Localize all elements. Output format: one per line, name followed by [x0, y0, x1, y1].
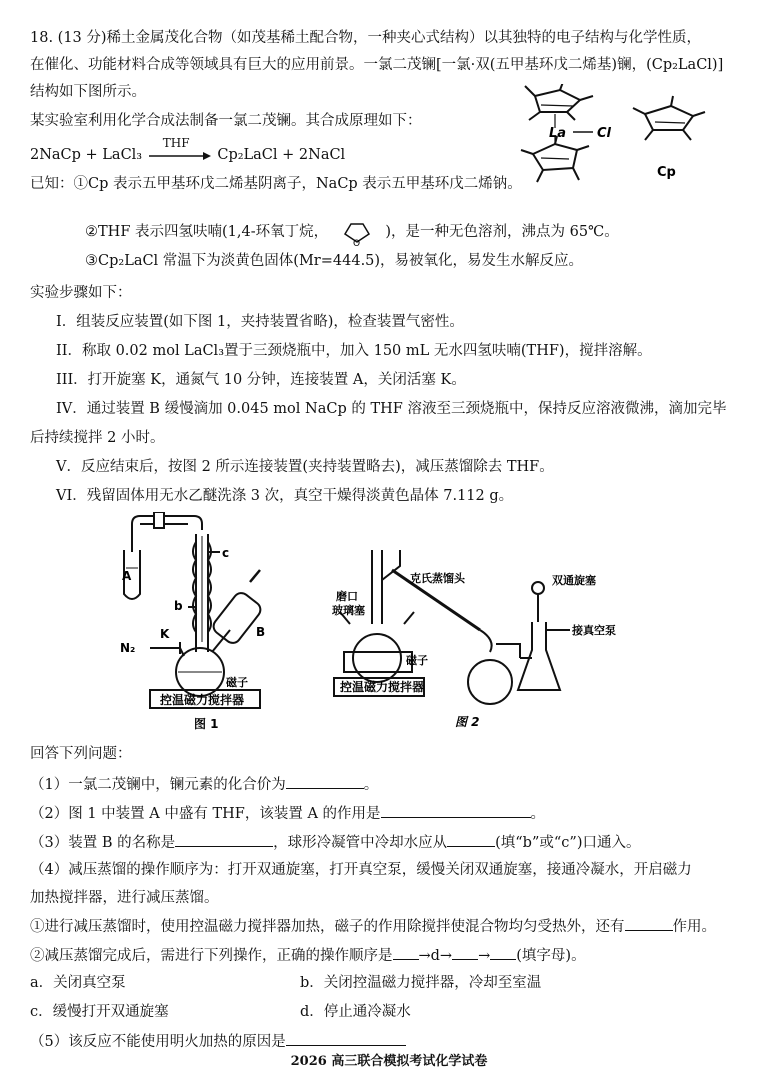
figure1-label-stirbar: 磁子: [226, 676, 248, 689]
step-5: V．反应结束后，按图 2 所示连接装置(夹持装置略去)，减压蒸馏除去 THF。: [56, 459, 554, 475]
answer-blank-3a[interactable]: [175, 831, 273, 847]
step-4a: IV．通过装置 B 缓慢滴加 0.045 mol NaCp 的 THF 溶液至三颈烧瓶中，保持反应溶液微沸，滴加完毕: [56, 401, 727, 417]
question-intro-line-2: 在催化、功能材料合成等领域具有巨大的应用前景。一氯二茂镧[一氯·双(五甲基环戊二烯基)镧，(Cp₂LaCl)]: [30, 57, 724, 73]
cp-label: Cp: [657, 165, 676, 180]
figure2-label-stopper-2: 玻璃塞: [332, 604, 365, 617]
svg-text:O: O: [352, 239, 360, 246]
page-footer: 2026 高三联合模拟考试化学试卷: [290, 1054, 488, 1069]
figure1-label-c: c: [222, 546, 230, 560]
figure1-stirrer-label: 控温磁力搅拌器: [160, 693, 245, 707]
question-2: （2）图 1 中装置 A 中盛有 THF，该装置 A 的作用是 。: [30, 802, 545, 824]
step-4b: 后持续搅拌 2 小时。: [30, 430, 165, 446]
question-3: （3）装置 B 的名称是 ，球形冷凝管中冷却水应从 (填“b”或“c”)口通入。: [30, 831, 640, 853]
answer-blank-4-2c[interactable]: [490, 944, 516, 960]
equation-right: Cp₂LaCl + 2NaCl: [217, 147, 346, 163]
option-b: b．关闭控温磁力搅拌器，冷却至室温: [300, 975, 542, 991]
question-4-2: ②减压蒸馏完成后，需进行下列操作，正确的操作顺序是 →d→ → (填字母)。: [30, 944, 586, 966]
figure1-caption: 图 1: [194, 717, 219, 730]
equation-left: 2NaCp + LaCl₃: [30, 147, 143, 163]
question-4a: （4）减压蒸馏的操作顺序为：打开双通旋塞，打开真空泵，缓慢关闭双通旋塞，接通冷凝水，开启磁力: [30, 862, 692, 878]
question-5: （5）该反应不能使用明火加热的原因是: [30, 1030, 406, 1052]
known-1: 已知：①Cp 表示五甲基环戊二烯基阴离子，NaCp 表示五甲基环戊二烯钠。: [30, 176, 522, 192]
question-intro-line-3: 结构如下图所示。: [30, 84, 146, 100]
figure1-label-K: K: [160, 627, 170, 641]
question-intro-line-1: 18. (13 分)稀土金属茂化合物（如茂基稀土配合物，一种夹心式结构）以其独特的电子结构与化学性质，: [30, 30, 702, 46]
reaction-condition: THF: [162, 136, 190, 150]
steps-title: 实验步骤如下：: [30, 285, 132, 301]
answer-blank-2[interactable]: [381, 802, 531, 818]
figure1-label-B: B: [256, 625, 266, 639]
option-a: a．关闭真空泵: [30, 975, 126, 991]
figure2-label-stirbar: 磁子: [406, 654, 428, 667]
answer-blank-1[interactable]: [286, 773, 364, 789]
answer-blank-4-2b[interactable]: [452, 944, 478, 960]
answer-blank-3b[interactable]: [447, 831, 495, 847]
figure2-label-valve: 双通旋塞: [552, 574, 596, 587]
equation: [30, 136, 346, 165]
figure1-label-N2: N₂: [120, 641, 136, 655]
figure-2: [320, 540, 640, 730]
synthesis-line: 某实验室利用化学合成法制备一氯二茂镧。其合成原理如下：: [30, 113, 422, 129]
step-2: II．称取 0.02 mol LaCl₃置于三颈烧瓶中，加入 150 mL 无水四氢呋喃(THF)，搅拌溶解。: [56, 343, 652, 359]
step-6: VI．残留固体用无水乙醚洗涤 3 次，真空干燥得淡黄色晶体 7.112 g。: [56, 488, 514, 504]
option-c: c．缓慢打开双通旋塞: [30, 1004, 169, 1020]
figure2-label-claisen: 克氏蒸馏头: [410, 572, 465, 585]
cl-label: Cl: [597, 126, 611, 141]
option-d: d．停止通冷凝水: [300, 1004, 411, 1020]
figure1-label-A: A: [122, 569, 132, 583]
step-1: I．组装反应装置(如下图 1，夹持装置省略)，检查装置气密性。: [56, 314, 464, 330]
figure-1: [110, 512, 310, 730]
la-label: La: [549, 126, 567, 141]
thf-structure: [337, 218, 377, 246]
step-3: III．打开旋塞 K，通氮气 10 分钟，连接装置 A，关闭活塞 K。: [56, 372, 466, 388]
figure2-stirrer-label: 控温磁力搅拌器: [340, 680, 425, 694]
cp2lacl-structure: [505, 84, 735, 196]
known-3: ③Cp₂LaCl 常温下为淡黄色固体(Mr=444.5)，易被氧化，易发生水解反应。: [85, 253, 584, 269]
question-4b: 加热搅拌器，进行减压蒸馏。: [30, 890, 219, 906]
answer-blank-4-1[interactable]: [625, 915, 673, 931]
answer-blank-4-2a[interactable]: [393, 944, 419, 960]
question-1: （1）一氯二茂镧中，镧元素的化合价为 。: [30, 773, 378, 795]
reaction-arrow: [147, 136, 213, 163]
figure2-label-pump: 接真空泵: [572, 624, 616, 637]
answer-title: 回答下列问题：: [30, 746, 132, 762]
answer-blank-5[interactable]: [286, 1030, 406, 1046]
figure2-caption: 图 2: [455, 715, 480, 729]
figure2-label-stopper-1: 磨口: [336, 590, 358, 603]
known-2: ②THF 表示四氢呋喃(1,4-环氧丁烷， O )，是一种无色溶剂，沸点为 65℃。: [85, 218, 619, 246]
figure1-label-b: b: [174, 599, 183, 613]
question-4-1: ①进行减压蒸馏时，使用控温磁力搅拌器加热，磁子的作用除搅拌使混合物均匀受热外，还有 作用。: [30, 915, 716, 937]
